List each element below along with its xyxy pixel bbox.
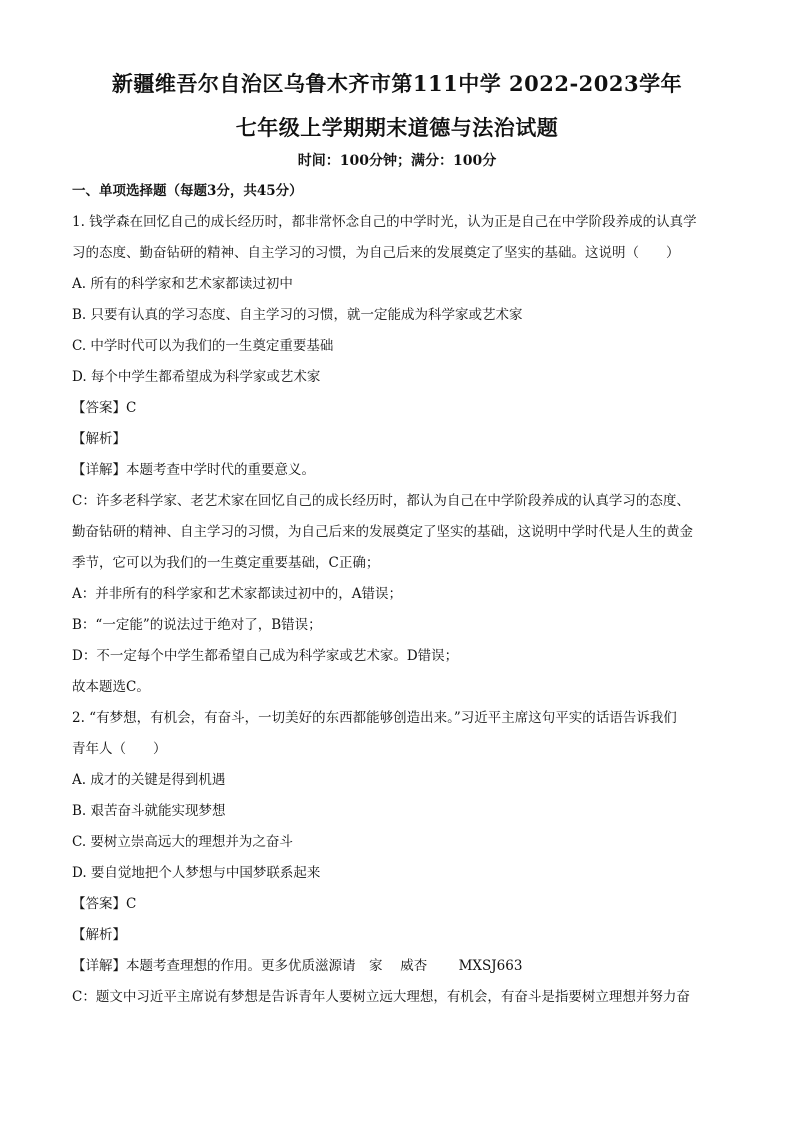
q1-answer: 【答案】C [72,400,137,416]
title-line-2: 七年级上学期期末道德与法治试题 [235,115,559,140]
q1-option-d: D. 每个中学生都希望成为科学家或艺术家 [72,369,321,385]
q1-analysis-label: 【解析】 [72,431,126,447]
q1-option-c: C. 中学时代可以为我们的一生奠定重要基础 [72,338,334,354]
q2-option-a: A. 成才的关键是得到机遇 [72,772,226,788]
q1-option-b: B. 只要有认真的学习态度、自主学习的习惯，就一定能成为科学家或艺术家 [72,307,523,323]
q1-explain-c-line-1: C：许多老科学家、老艺术家在回忆自己的成长经历时，都认为自己在中学阶段养成的认真学习的态度、 [72,493,690,509]
q1-conclusion: 故本题选C。 [72,679,150,695]
q2-option-c: C. 要树立崇高远大的理想并为之奋斗 [72,834,293,850]
q2-answer: 【答案】C [72,896,137,912]
q1-stem-line-2: 习的态度、勤奋钻研的精神、自主学习的习惯，为自己后来的发展奠定了坚实的基础。这说明（ ） [72,245,680,261]
q2-stem-line-1: 2. “有梦想，有机会，有奋斗，一切美好的东西都能够创造出来。”习近平主席这句平实的话语告诉我们 [72,710,677,726]
q1-explain-c-line-2: 勤奋钻研的精神、自主学习的习惯，为自己后来的发展奠定了坚实的基础，这说明中学时代是人生的黄金 [72,524,693,540]
q1-option-a: A. 所有的科学家和艺术家都读过初中 [72,276,293,292]
q1-stem-line-1: 1. 钱学森在回忆自己的成长经历时，都非常怀念自己的中学时光，认为正是自己在中学阶段养成的认真学 [72,214,697,230]
q2-detail: 【详解】本题考查理想的作用。更多优质滋源请 家 威杏 MXSJ663 [72,958,523,974]
q1-explain-a: A：并非所有的科学家和艺术家都读过初中的，A错误； [72,586,402,602]
q1-explain-d: D：不一定每个中学生都希望自己成为科学家或艺术家。D错误； [72,648,459,664]
q2-option-b: B. 艰苦奋斗就能实现梦想 [72,803,226,819]
exam-time-score: 时间：100分钟；满分：100分 [297,153,497,169]
q2-option-d: D. 要自觉地把个人梦想与中国梦联系起来 [72,865,321,881]
q2-explain-c-line-1: C：题文中习近平主席说有梦想是告诉青年人要树立远大理想，有机会，有奋斗是指要树立理想并努力奋 [72,989,690,1005]
q2-analysis-label: 【解析】 [72,927,126,943]
q1-explain-b: B：“一定能”的说法过于绝对了，B错误； [72,617,322,633]
q2-stem-line-2: 青年人（ ） [72,741,167,757]
section-heading: 一、单项选择题（每题3分，共45分） [72,183,303,199]
q1-explain-c-line-3: 季节，它可以为我们的一生奠定重要基础，C正确； [72,555,380,571]
q1-detail: 【详解】本题考查中学时代的重要意义。 [72,462,315,478]
title-line-1: 新疆维吾尔自治区乌鲁木齐市第111中学 2022-2023学年 [111,71,683,96]
